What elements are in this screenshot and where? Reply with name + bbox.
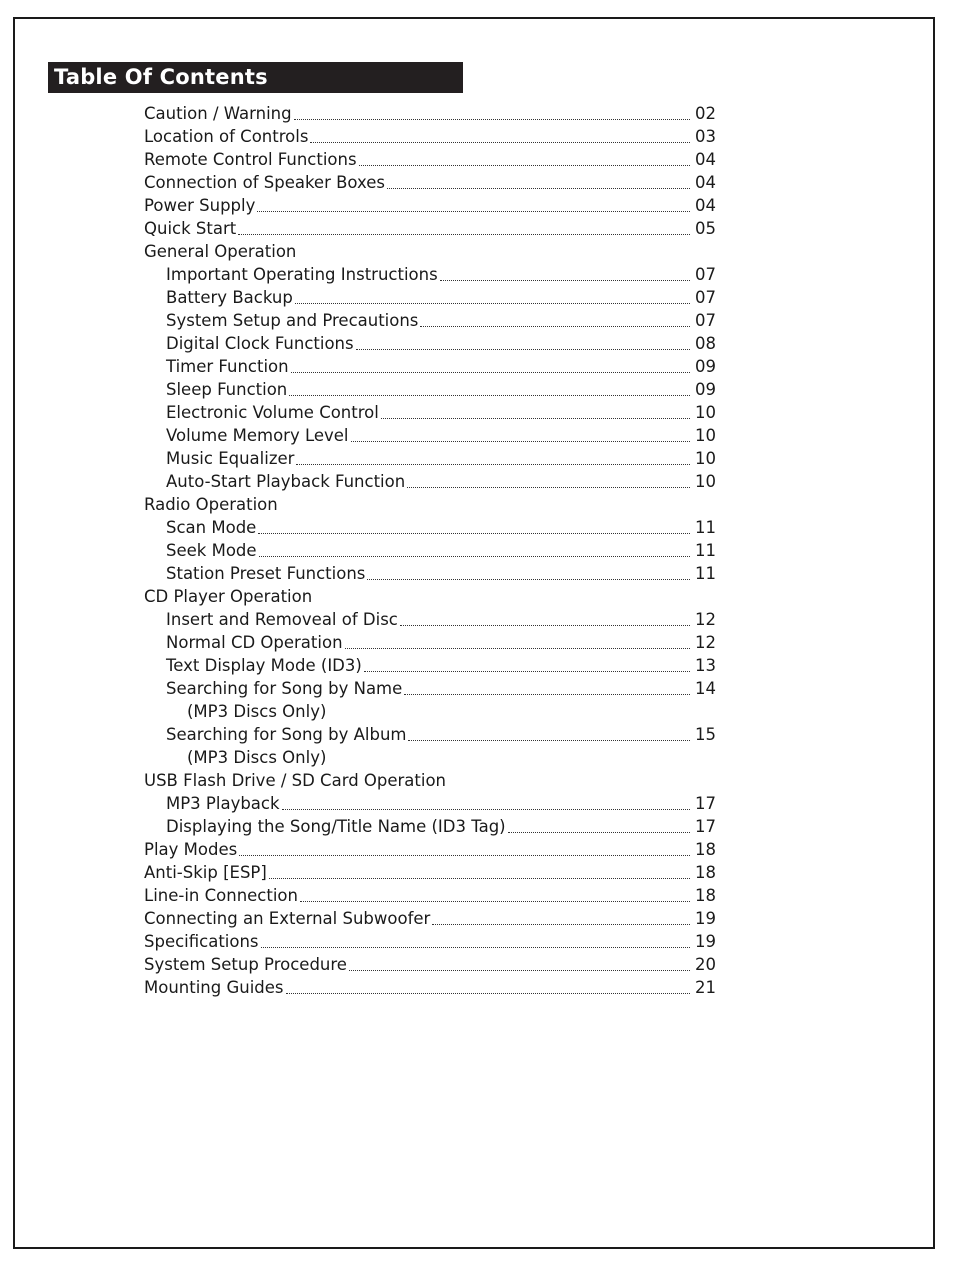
toc-entry[interactable] [144,952,716,975]
toc-entry-label: CD Player Operation [144,587,313,606]
toc-entry-page-number: 07 [695,311,716,330]
toc-entry[interactable] [144,492,716,515]
dot-leader [400,625,690,626]
toc-entry[interactable] [144,975,716,998]
toc-entry[interactable] [144,354,716,377]
toc-entry[interactable] [144,193,716,216]
toc-entry-page-number: 19 [695,932,716,951]
dot-leader [300,901,690,902]
dot-leader [289,395,690,396]
toc-entry-label: Power Supply [144,196,256,215]
toc-entry-label: Line-in Connection [144,886,298,905]
toc-entry-page-number: 18 [695,863,716,882]
toc-entry[interactable] [144,446,716,469]
dot-leader [238,234,690,235]
toc-entry-label: Location of Controls [144,127,309,146]
toc-entry-page-number: 18 [695,886,716,905]
dot-leader [508,832,690,833]
toc-entry-page-number: 13 [695,656,716,675]
toc-entry-page-number: 20 [695,955,716,974]
table-of-contents [144,101,716,998]
dot-leader [259,556,690,557]
toc-entry-label: Displaying the Song/Title Name (ID3 Tag) [166,817,506,836]
toc-entry[interactable] [144,561,716,584]
toc-entry[interactable] [144,837,716,860]
toc-entry[interactable] [144,883,716,906]
dot-leader [269,878,690,879]
toc-entry-label: Searching for Song by Name [166,679,403,698]
toc-entry-page-number: 11 [695,518,716,537]
toc-entry-label: (MP3 Discs Only) [187,702,327,721]
toc-entry[interactable] [144,791,716,814]
toc-entry[interactable] [144,860,716,883]
toc-entry-page-number: 10 [695,472,716,491]
toc-entry[interactable] [144,699,716,722]
toc-entry[interactable] [144,239,716,262]
toc-entry-label: Seek Mode [166,541,257,560]
toc-entry[interactable] [144,377,716,400]
toc-entry-label: Radio Operation [144,495,278,514]
toc-entry-page-number: 17 [695,817,716,836]
toc-entry-label: Connection of Speaker Boxes [144,173,386,192]
dot-leader [404,694,690,695]
toc-entry-label: Searching for Song by Album [166,725,407,744]
dot-leader [261,947,690,948]
toc-entry-label: USB Flash Drive / SD Card Operation [144,771,447,790]
toc-entry[interactable] [144,216,716,239]
dot-leader [291,372,690,373]
toc-entry-label: Caution / Warning [144,104,292,123]
toc-entry-page-number: 10 [695,403,716,422]
toc-entry-page-number: 11 [695,541,716,560]
toc-entry[interactable] [144,722,716,745]
toc-entry-page-number: 03 [695,127,716,146]
toc-entry-label: Auto-Start Playback Function [166,472,406,491]
toc-entry[interactable] [144,584,716,607]
toc-entry[interactable] [144,262,716,285]
dot-leader [295,303,690,304]
dot-leader [407,487,690,488]
toc-entry-label: Mounting Guides [144,978,284,997]
dot-leader [257,211,690,212]
toc-entry-label: Volume Memory Level [166,426,349,445]
toc-entry-page-number: 14 [695,679,716,698]
toc-entry-label: Normal CD Operation [166,633,343,652]
toc-entry-page-number: 17 [695,794,716,813]
toc-entry[interactable] [144,308,716,331]
dot-leader [420,326,690,327]
toc-entry-page-number: 12 [695,610,716,629]
dot-leader [349,970,690,971]
toc-entry-page-number: 04 [695,173,716,192]
dot-leader [296,464,690,465]
toc-entry-label: Text Display Mode (ID3) [166,656,362,675]
toc-entry[interactable] [144,170,716,193]
dot-leader [364,671,690,672]
toc-entry-page-number: 04 [695,150,716,169]
dot-leader [387,188,690,189]
toc-entry-label: MP3 Playback [166,794,280,813]
toc-entry-page-number: 04 [695,196,716,215]
toc-entry[interactable] [144,814,716,837]
toc-entry[interactable] [144,538,716,561]
dot-leader [359,165,690,166]
toc-entry-page-number: 15 [695,725,716,744]
dot-leader [367,579,690,580]
toc-entry[interactable] [144,607,716,630]
toc-entry-label: Station Preset Functions [166,564,366,583]
toc-entry-label: Timer Function [166,357,289,376]
toc-entry-page-number: 19 [695,909,716,928]
toc-entry-page-number: 09 [695,380,716,399]
toc-entry[interactable] [144,630,716,653]
toc-entry-label: System Setup Procedure [144,955,347,974]
toc-entry-label: Scan Mode [166,518,257,537]
dot-leader [239,855,690,856]
toc-entry-page-number: 07 [695,265,716,284]
dot-leader [310,142,690,143]
toc-entry-page-number: 05 [695,219,716,238]
toc-entry-label: Music Equalizer [166,449,295,468]
toc-entry-label: Connecting an External Subwoofer [144,909,431,928]
toc-entry-page-number: 10 [695,426,716,445]
toc-entry-label: Important Operating Instructions [166,265,438,284]
toc-entry-page-number: 10 [695,449,716,468]
toc-entry-label: Play Modes [144,840,238,859]
toc-entry[interactable] [144,676,716,699]
toc-entry-label: (MP3 Discs Only) [187,748,327,767]
toc-entry-label: Anti-Skip [ESP] [144,863,267,882]
toc-entry-label: Insert and Removeal of Disc [166,610,398,629]
toc-entry-label: General Operation [144,242,297,261]
toc-entry-label: Remote Control Functions [144,150,357,169]
dot-leader [351,441,690,442]
toc-entry-page-number: 08 [695,334,716,353]
toc-entry[interactable] [144,768,716,791]
toc-entry[interactable] [144,285,716,308]
dot-leader [286,993,690,994]
toc-entry[interactable] [144,515,716,538]
toc-entry-label: Digital Clock Functions [166,334,354,353]
toc-entry-page-number: 12 [695,633,716,652]
toc-entry-page-number: 11 [695,564,716,583]
toc-entry-label: Battery Backup [166,288,293,307]
toc-entry-page-number: 21 [695,978,716,997]
toc-entry-label: Electronic Volume Control [166,403,379,422]
toc-entry[interactable] [144,147,716,170]
toc-entry[interactable] [144,124,716,147]
dot-leader [408,740,690,741]
toc-entry[interactable] [144,653,716,676]
dot-leader [345,648,690,649]
toc-entry-page-number: 09 [695,357,716,376]
dot-leader [356,349,690,350]
dot-leader [294,119,690,120]
toc-entry[interactable] [144,423,716,446]
toc-entry-page-number: 07 [695,288,716,307]
toc-entry-label: Sleep Function [166,380,288,399]
toc-entry-page-number: 18 [695,840,716,859]
toc-entry[interactable] [144,906,716,929]
toc-entry[interactable] [144,929,716,952]
dot-leader [258,533,690,534]
dot-leader [381,418,690,419]
toc-entry[interactable] [144,331,716,354]
page-title: Table Of Contents [48,62,463,93]
toc-entry[interactable] [144,469,716,492]
toc-entry-label: Quick Start [144,219,237,238]
toc-entry-page-number: 02 [695,104,716,123]
toc-entry-label: Specifications [144,932,259,951]
toc-entry[interactable] [144,745,716,768]
dot-leader [282,809,690,810]
dot-leader [432,924,690,925]
toc-entry-label: System Setup and Precautions [166,311,419,330]
toc-entry[interactable] [144,101,716,124]
dot-leader [440,280,690,281]
toc-entry[interactable] [144,400,716,423]
